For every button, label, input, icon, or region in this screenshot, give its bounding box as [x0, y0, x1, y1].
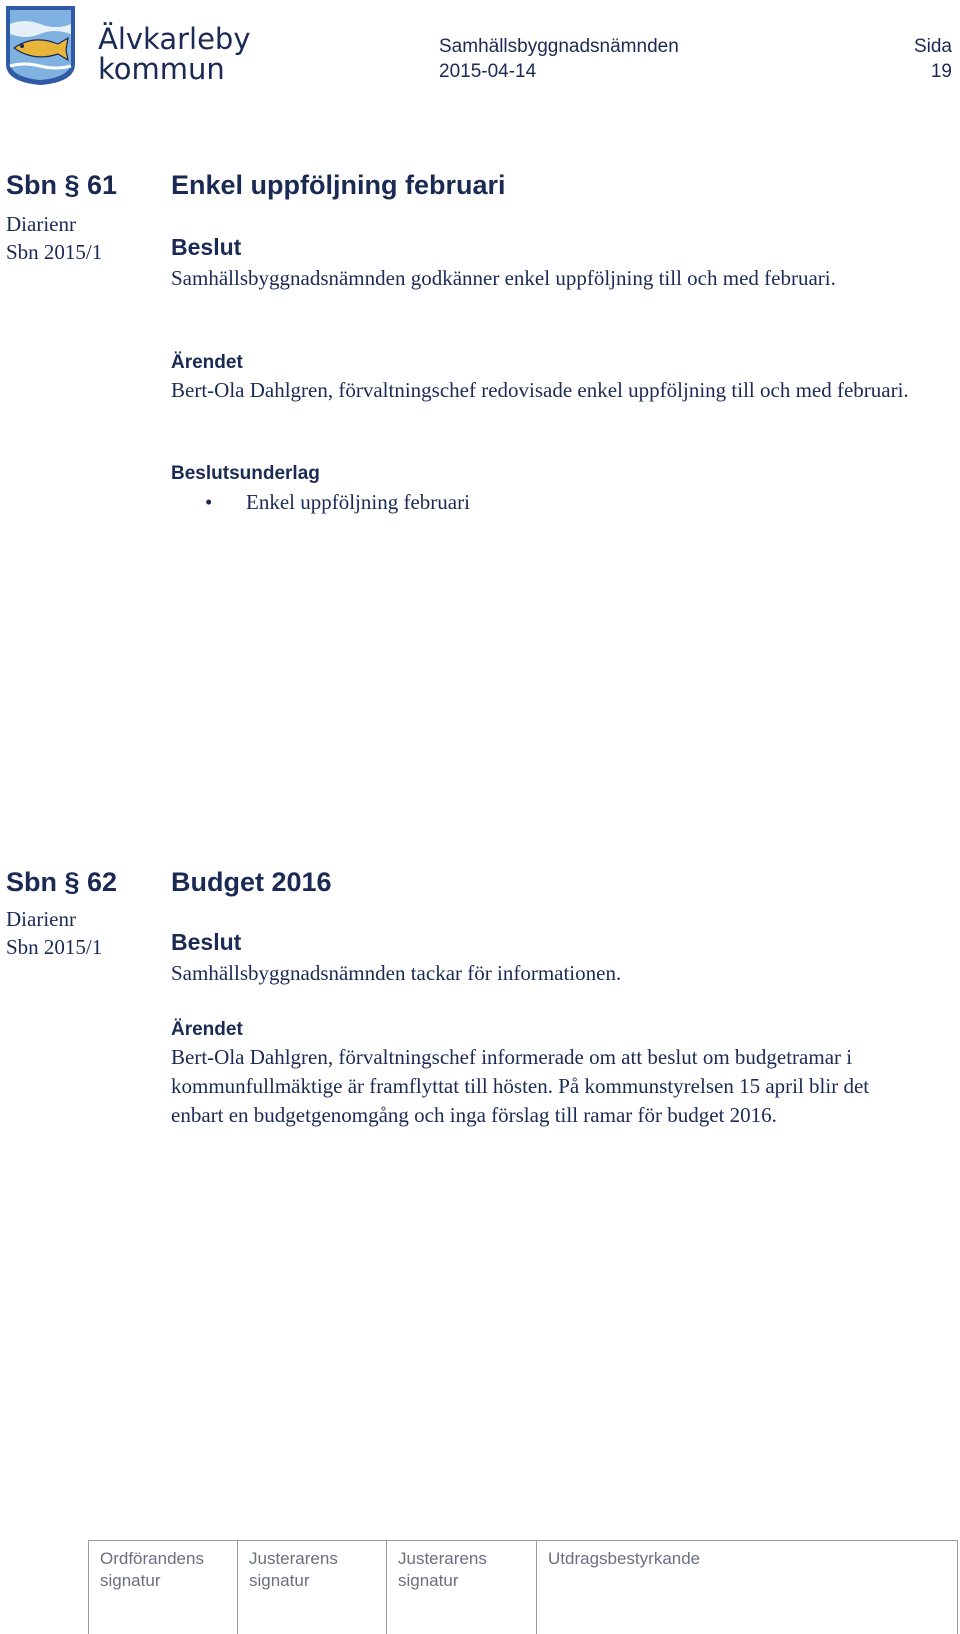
diarienr-value: Sbn 2015/1: [6, 935, 103, 959]
signature-cell-sublabel: signatur: [398, 1571, 459, 1590]
municipality-name-line1: Älvkarleby: [98, 22, 251, 56]
signature-cell-adjuster-2: [386, 1541, 536, 1634]
beslutsunderlag-heading: Beslutsunderlag: [171, 463, 320, 484]
page-label: Sida: [913, 36, 952, 57]
diarienr-value: Sbn 2015/1: [6, 240, 103, 264]
signature-cell-chair: [88, 1541, 237, 1634]
beslut-heading: Beslut: [171, 234, 242, 260]
signature-cell-sublabel: signatur: [100, 1571, 161, 1590]
municipality-name-line2: kommun: [98, 52, 225, 86]
beslut-text: Samhällsbyggnadsnämnden tackar för informationen.: [171, 961, 622, 985]
section-title: Enkel uppföljning februari: [171, 170, 506, 200]
signature-cell-sublabel: signatur: [249, 1571, 310, 1590]
arendet-text: Bert-Ola Dahlgren, förvaltningschef redovisade enkel uppföljning till och med februari.: [171, 378, 909, 402]
section-number: Sbn § 61: [6, 170, 118, 200]
signature-table: [88, 1540, 958, 1634]
committee-name: Samhällsbyggnadsnämnden: [439, 36, 679, 57]
page-number: 19: [930, 61, 952, 82]
beslut-heading: Beslut: [171, 929, 242, 955]
signature-cell-label: Utdragsbestyrkande: [548, 1549, 701, 1568]
signature-cell-label: Justerarens: [398, 1549, 487, 1568]
beslut-text: Samhällsbyggnadsnämnden godkänner enkel uppföljning till och med februari.: [171, 266, 836, 290]
section-title: Budget 2016: [171, 867, 332, 897]
section-number: Sbn § 62: [6, 867, 118, 897]
meeting-date: 2015-04-14: [439, 61, 537, 82]
bullet-icon: •: [205, 490, 213, 514]
diarienr-label: Diarienr: [6, 212, 76, 236]
municipality-name: [98, 24, 251, 84]
beslutsunderlag-item: Enkel uppföljning februari: [246, 490, 470, 514]
municipal-coat-of-arms-icon: [4, 4, 77, 87]
arendet-heading: Ärendet: [171, 1019, 243, 1040]
arendet-text: Bert-Ola Dahlgren, förvaltningschef informerade om att beslut om budgetramar i kommunfullmäktige är framflyttat till hösten. På kommunstyrelsen 15 april blir det enbart en budgetgenomgång och inga förslag till ramar för budget 2016.: [171, 1045, 870, 1127]
diarienr-label: Diarienr: [6, 907, 76, 931]
arendet-heading: Ärendet: [171, 352, 243, 373]
signature-cell-label: Ordförandens: [100, 1549, 204, 1568]
signature-cell-adjuster-1: [237, 1541, 386, 1634]
signature-cell-certification: [536, 1541, 958, 1634]
signature-cell-label: Justerarens: [249, 1549, 338, 1568]
